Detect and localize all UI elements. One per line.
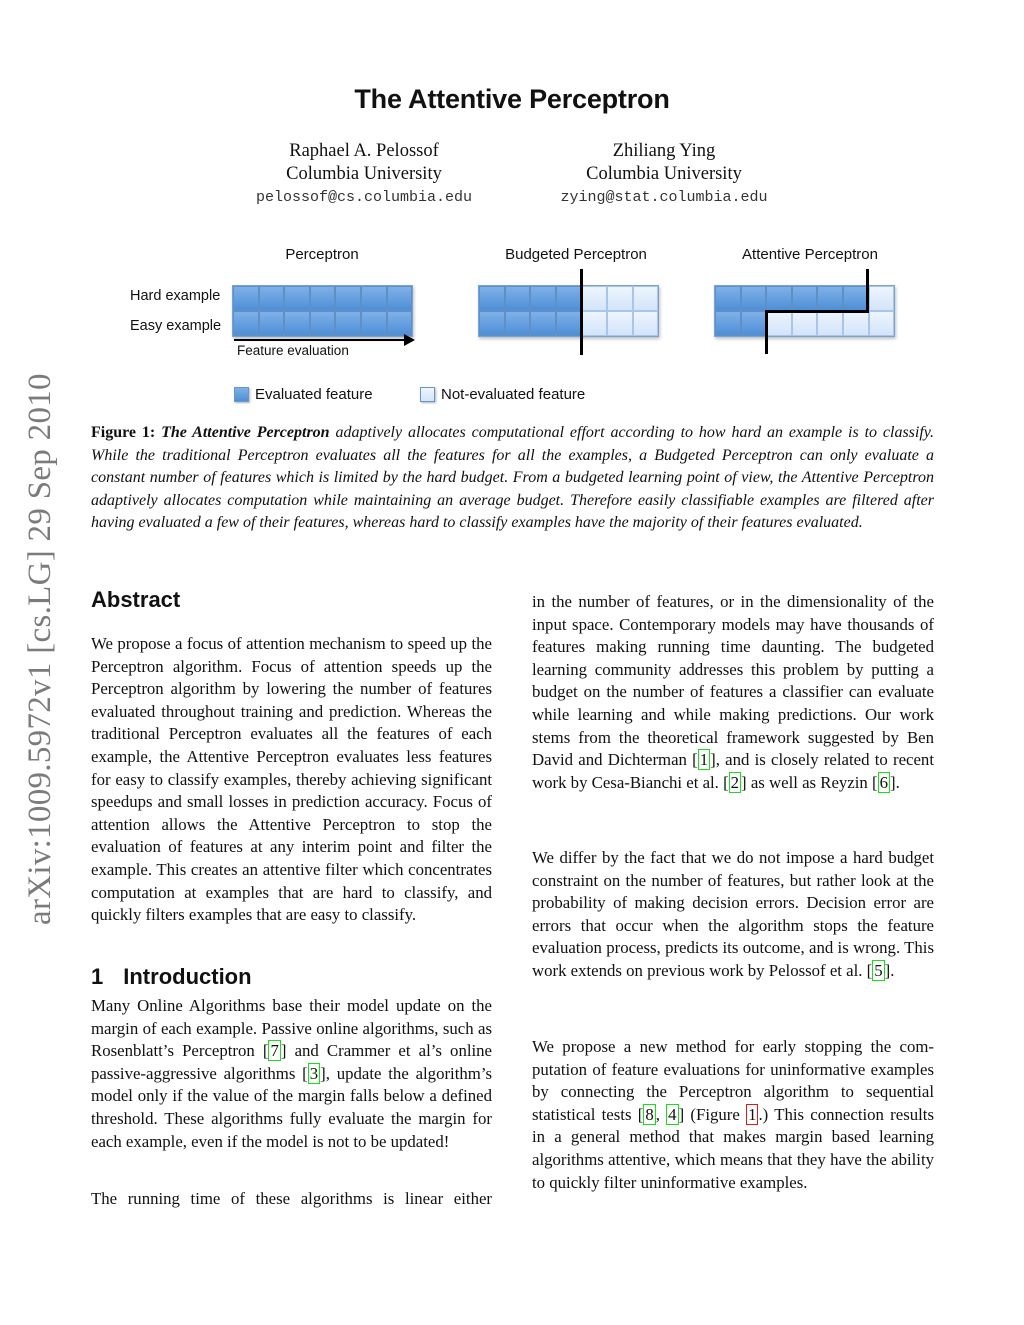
evaluated-feature-cell-hard <box>843 286 869 311</box>
evaluated-feature-cell-easy <box>387 311 413 336</box>
citation-link[interactable]: 3 <box>309 1063 319 1083</box>
text: ], and is closely related to recent work by Cesa-Bianchi et al. [ <box>532 750 934 792</box>
not-evaluated-feature-cell-easy <box>869 311 895 336</box>
figure-caption <box>91 422 934 535</box>
legend-item-not-evaluated <box>420 386 585 403</box>
legend-item-evaluated <box>234 386 373 403</box>
evaluated-feature-cell-hard <box>259 286 285 311</box>
not-evaluated-swatch <box>420 387 435 402</box>
citation-link[interactable]: 8 <box>645 1104 654 1124</box>
paper-title: The Attentive Perceptron <box>354 84 670 114</box>
evaluated-feature-cell-easy <box>310 311 336 336</box>
text: ], update the algorithm’s model only if the value of the margin falls below a defined threshold. These algorithms fully evaluate the margin for each example, even if the model is not to be updated! <box>91 1063 493 1151</box>
evaluated-feature-cell-easy <box>741 311 767 336</box>
evaluated-feature-cell-hard <box>284 286 310 311</box>
author-name: Raphael A. Pelossof <box>289 141 439 161</box>
not-evaluated-feature-cell-easy <box>766 311 792 336</box>
author-email[interactable]: zying@stat.columbia.edu <box>560 189 768 206</box>
author-affiliation: Columbia University <box>586 164 742 184</box>
text: in the number of features, or in the dimensionality of the input space. Contemporary models may have thousands of features making running time daunting. The budgeted learning community addresses this problem by putting a budget on the number of features a classifier can evaluate while learning and while making predictions. Our work stems from the theoretical framework suggested by Ben David and Dichterman [ <box>532 592 934 770</box>
evaluated-feature-cell-easy <box>284 311 310 336</box>
evaluated-feature-cell-easy <box>335 311 361 336</box>
evaluated-feature-cell-hard <box>387 286 413 311</box>
intro-paragraph-1 <box>91 995 492 1153</box>
attentive-stop-line-easy <box>765 310 768 354</box>
panel-title-attentive: Attentive Perceptron <box>742 246 878 263</box>
author-affiliation: Columbia University <box>286 164 442 184</box>
panel-title-budgeted: Budgeted Perceptron <box>505 246 647 263</box>
evaluated-feature-cell-easy <box>361 311 387 336</box>
author-block-1 <box>214 140 514 209</box>
caption-label: Figure 1: <box>91 424 156 441</box>
intro-paragraph-3 <box>532 591 934 794</box>
not-evaluated-feature-cell-hard <box>869 286 895 311</box>
section-number: 1 <box>91 964 104 989</box>
figure-reference-link[interactable]: 1 <box>748 1104 757 1124</box>
budget-cutoff-line <box>580 269 583 355</box>
evaluated-feature-cell-hard <box>766 286 792 311</box>
text: We propose a new method for early stopping the computation of feature evaluations for uninformative examples by connecting the Perceptron algorithm to sequential statistical tests [ <box>532 1037 934 1124</box>
intro-paragraph-2 <box>91 1188 492 1211</box>
not-evaluated-feature-cell-easy <box>607 311 633 336</box>
legend-label: Not-evaluated feature <box>441 386 586 403</box>
arrow-head-icon <box>404 334 415 346</box>
evaluated-feature-cell-hard <box>233 286 259 311</box>
evaluated-feature-cell-hard <box>479 286 505 311</box>
panel-title-perceptron: Perceptron <box>285 246 359 263</box>
feature-grid-perceptron <box>232 285 413 337</box>
text: We differ by the fact that we do not impose a hard budget constraint on the number of features, but rather look at the probability of making decision errors. Decision error are errors that occur when the algorithm stops the feature evaluation process, predicts its outcome, and is wrong. This work extends on previous work by Pelossof et al. [ <box>532 848 934 980</box>
evaluated-feature-cell-easy <box>556 311 582 336</box>
attentive-stop-line-hard <box>866 269 869 313</box>
text: .) This connection results in a general method that makes margin based learning algorithms attentive, which means that they have the ability to quickly filter uninformative examples. <box>532 1104 934 1192</box>
evaluated-feature-cell-hard <box>335 286 361 311</box>
not-evaluated-feature-cell-easy <box>792 311 818 336</box>
evaluated-feature-cell-hard <box>792 286 818 311</box>
section-heading-introduction <box>91 964 252 990</box>
not-evaluated-feature-cell-easy <box>843 311 869 336</box>
evaluated-feature-cell-hard <box>361 286 387 311</box>
evaluated-feature-cell-easy <box>530 311 556 336</box>
not-evaluated-feature-cell-easy <box>633 311 659 336</box>
arxiv-stamp: arXiv:1009.5972v1 [cs.LG] 29 Sep 2010 <box>22 373 58 925</box>
author-email[interactable]: pelossof@cs.columbia.edu <box>255 189 473 206</box>
text: The running time of these algorithms is linear either <box>91 1189 492 1208</box>
evaluated-feature-cell-hard <box>715 286 741 311</box>
feature-evaluation-label: Feature evaluation <box>237 343 349 358</box>
evaluated-feature-cell-hard <box>556 286 582 311</box>
abstract-heading: Abstract <box>91 587 181 612</box>
evaluated-feature-cell-easy <box>259 311 285 336</box>
evaluated-feature-cell-hard <box>505 286 531 311</box>
not-evaluated-feature-cell-easy <box>581 311 607 336</box>
feature-grid-budgeted <box>478 285 659 337</box>
evaluated-feature-cell-easy <box>233 311 259 336</box>
caption-text: adaptively allocates computational effort according to how hard an example is to classify. While the traditional Perceptron evaluates all the features for all the examples, a Budgeted Perceptron can only evaluate a constant number of features which is limited by the hard budget. From a budgeted learning point of view, the Attentive Perceptron adaptively allocates computation while maintaining an average budget. Therefore easily classifiable examples are filtered after having evaluated a few of their features, whereas hard to classify examples have the majority of their features evaluated. <box>91 424 935 532</box>
not-evaluated-feature-cell-easy <box>817 311 843 336</box>
text: ] and Crammer et al’s online passive-aggressive algorithms [ <box>91 1041 492 1083</box>
evaluated-feature-cell-easy <box>479 311 505 336</box>
not-evaluated-feature-cell-hard <box>607 286 633 311</box>
abstract-body <box>91 633 492 927</box>
citation-link[interactable]: 4 <box>668 1104 677 1124</box>
text: ] (Figure <box>678 1104 747 1124</box>
not-evaluated-feature-cell-hard <box>633 286 659 311</box>
evaluated-swatch <box>234 387 249 402</box>
citation-link[interactable]: 1 <box>699 750 709 770</box>
abstract-text: We propose a focus of attention mechanism to speed up the Perceptron algorithm. Focus of attention speeds up the Perceptron algorithm by lowering the number of features evaluated throughout training and prediction. Whereas the traditional Perceptron evaluates all the features of each example, the Attentive Perceptron evaluates less features for easy to classify examples, thereby achieving significant speedups and small losses in prediction accuracy. Focus of attention allows the Attentive Perceptron to stop the evaluation of features at any interim point and filter the example. This creates an attentive filter which concentrates computation at examples that are hard to classify, and quickly filters examples that are easy to classify. <box>91 634 492 925</box>
row-label-easy: Easy example <box>130 318 222 334</box>
row-label-hard: Hard example <box>130 288 221 304</box>
citation-link[interactable]: 5 <box>874 960 883 980</box>
evaluated-feature-cell-easy <box>505 311 531 336</box>
evaluated-feature-cell-hard <box>310 286 336 311</box>
text: ]. <box>884 960 895 980</box>
intro-paragraph-5 <box>532 1036 934 1194</box>
author-name: Zhiliang Ying <box>612 141 716 161</box>
intro-paragraph-4 <box>532 847 934 983</box>
text: ]. <box>889 772 900 792</box>
text: Many Online Algorithms base their model update on the margin of each example. Passive online algorithms, such as Rosenblatt’s Perceptron [ <box>91 996 492 1061</box>
text: ] as well as Reyzin [ <box>741 772 878 792</box>
evaluated-feature-cell-hard <box>530 286 556 311</box>
evaluated-feature-cell-easy <box>715 311 741 336</box>
attentive-step-line <box>765 310 869 313</box>
evaluated-feature-cell-hard <box>817 286 843 311</box>
not-evaluated-feature-cell-hard <box>581 286 607 311</box>
feature-evaluation-arrow <box>234 339 406 341</box>
section-title: Introduction <box>123 964 252 989</box>
citation-link[interactable]: 6 <box>879 772 888 792</box>
evaluated-feature-cell-hard <box>741 286 767 311</box>
citation-link[interactable]: 2 <box>730 772 740 792</box>
author-block-2 <box>514 140 814 209</box>
caption-emphasis: The Attentive Perceptron <box>161 424 330 441</box>
text: , <box>655 1104 667 1124</box>
citation-link[interactable]: 7 <box>270 1041 279 1061</box>
legend-label: Evaluated feature <box>255 386 373 403</box>
